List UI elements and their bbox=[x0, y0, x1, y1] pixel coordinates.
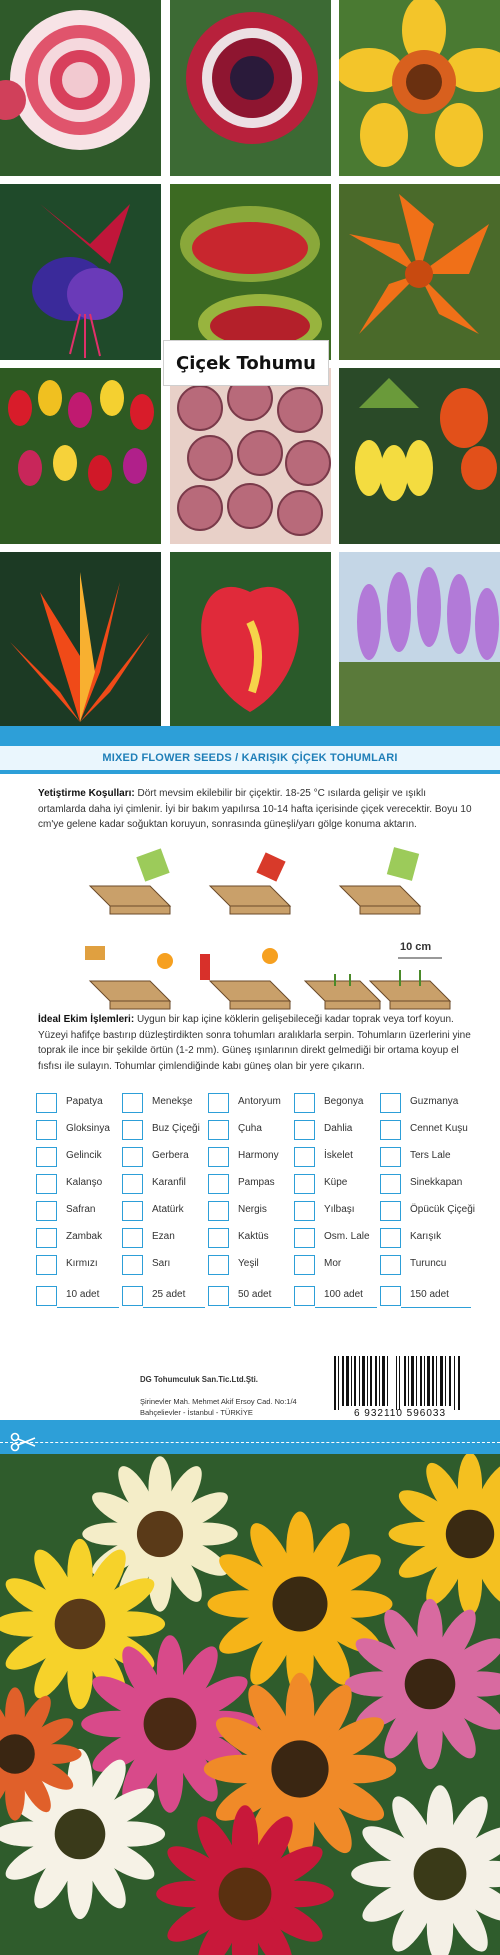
checklist-label: Papatya bbox=[66, 1096, 103, 1107]
barcode-number: 6 932110 596033 bbox=[353, 1408, 447, 1419]
growing-text: Dört mevsim ekilebilir bir çiçektir. 18-25 °C ısılarda gelişir ve ışıklı ortamlarda daha iyi çimlenir. İyi bir bakım yapılırsa 10-14 hafta içerisinde çiçek verecektir. Boyu 10 cm'ye gelene kadar soğuktan koruyun, sonrasında güneşli/yarı gölge konuma aktarın. bbox=[38, 788, 472, 830]
checkbox[interactable] bbox=[36, 1174, 57, 1194]
begonia-photo bbox=[0, 0, 161, 176]
checkbox[interactable] bbox=[208, 1255, 229, 1275]
crown-imperial-photo bbox=[339, 368, 500, 544]
guzmania-photo bbox=[0, 552, 161, 726]
quantity-checkbox[interactable] bbox=[380, 1286, 401, 1306]
checkbox[interactable] bbox=[122, 1093, 143, 1113]
checklist-label: Çuha bbox=[238, 1123, 262, 1134]
quantity-label: 150 adet bbox=[410, 1289, 449, 1300]
checklist-row-colors bbox=[36, 1253, 476, 1277]
checkbox[interactable] bbox=[122, 1120, 143, 1140]
quantity-label: 50 adet bbox=[238, 1289, 272, 1300]
checklist-label: Harmony bbox=[238, 1150, 279, 1161]
sowing-heading: İdeal Ekim İşlemleri: bbox=[38, 1014, 135, 1025]
underline bbox=[401, 1307, 471, 1308]
checklist-label: Cennet Kuşu bbox=[410, 1123, 468, 1134]
checklist-label: Gelincik bbox=[66, 1150, 102, 1161]
quantity-label: 10 adet bbox=[66, 1289, 100, 1300]
checklist-label: İskelet bbox=[324, 1150, 353, 1161]
packet-title: MIXED FLOWER SEEDS / KARIŞIK ÇİÇEK TOHUMLARI bbox=[0, 746, 500, 770]
checklist-row bbox=[36, 1226, 476, 1250]
checklist-label: Kalanşo bbox=[66, 1177, 103, 1188]
anthurium-photo bbox=[170, 552, 331, 726]
checkbox[interactable] bbox=[36, 1201, 57, 1221]
flower-photo-grid bbox=[0, 0, 500, 726]
pampas-grass-photo bbox=[339, 552, 500, 726]
fuchsia-photo bbox=[0, 184, 161, 360]
checkbox[interactable] bbox=[380, 1147, 401, 1167]
checkbox[interactable] bbox=[122, 1174, 143, 1194]
checklist-row bbox=[36, 1091, 476, 1115]
checkbox[interactable] bbox=[380, 1255, 401, 1275]
quantity-checkbox[interactable] bbox=[294, 1286, 315, 1306]
quantity-checkbox[interactable] bbox=[122, 1286, 143, 1306]
checkbox[interactable] bbox=[122, 1147, 143, 1167]
venus-flytrap-photo bbox=[170, 184, 331, 360]
checklist-label: Yılbaşı bbox=[324, 1204, 355, 1215]
checklist-label: Ters Lale bbox=[410, 1150, 451, 1161]
tag-label: Çiçek Tohumu bbox=[176, 352, 316, 374]
checklist-label: Safran bbox=[66, 1204, 96, 1215]
daisy-illustration bbox=[0, 1454, 500, 1955]
checkbox[interactable] bbox=[122, 1228, 143, 1248]
checkbox[interactable] bbox=[208, 1174, 229, 1194]
checkbox[interactable] bbox=[208, 1120, 229, 1140]
checkbox[interactable] bbox=[208, 1093, 229, 1113]
tulip-field-photo bbox=[0, 368, 161, 544]
checklist-label: Guzmanya bbox=[410, 1096, 459, 1107]
checkbox[interactable] bbox=[380, 1174, 401, 1194]
checkbox[interactable] bbox=[208, 1228, 229, 1248]
checklist-label: Turuncu bbox=[410, 1258, 447, 1269]
checklist-label: Osm. Lale bbox=[324, 1231, 370, 1242]
checkbox[interactable] bbox=[36, 1255, 57, 1275]
cut-line bbox=[0, 1442, 500, 1443]
underline bbox=[315, 1307, 377, 1308]
checkbox[interactable] bbox=[294, 1228, 315, 1248]
checkbox[interactable] bbox=[294, 1255, 315, 1275]
checklist-label: Kırmızı bbox=[66, 1258, 98, 1269]
checklist-label: Gloksinya bbox=[66, 1123, 110, 1134]
growing-heading: Yetiştirme Koşulları: bbox=[38, 788, 135, 799]
sowing-text: Uygun bir kap içine köklerin gelişebileceği kadar toprak veya torf koyun. Yüzeyi hafifçe bastırıp düzleştirdikten sonra tohumları aralıklarla serpin. Tohumların üzerlerini yine toprak ile ince bir şekilde örtün (1-2 mm). Güneş ışınlarının direkt gelmediği bir ortama koyup el fısfısı ile sulayın. Tohumlar çimlendiğinde kabı güneş olan bir yere çıkarın. bbox=[38, 1014, 471, 1072]
checklist-label: Mor bbox=[324, 1258, 342, 1269]
height-10cm-label: 10 cm bbox=[400, 941, 432, 953]
checkbox[interactable] bbox=[380, 1093, 401, 1113]
checklist-label: Antoryum bbox=[238, 1096, 281, 1107]
company-address-2: Bahçelievler - İstanbul - TÜRKİYE bbox=[140, 1408, 253, 1417]
scissors-icon bbox=[10, 1432, 36, 1452]
checklist-label: Sarı bbox=[152, 1258, 171, 1269]
lily-photo bbox=[339, 184, 500, 360]
checklist-label: Sinekkapan bbox=[410, 1177, 463, 1188]
company-name: DG Tohumculuk San.Tic.Ltd.Şti. bbox=[140, 1375, 258, 1384]
tag-label-box bbox=[163, 340, 329, 386]
checkbox[interactable] bbox=[36, 1228, 57, 1248]
quantity-checkbox[interactable] bbox=[36, 1286, 57, 1306]
checklist-row bbox=[36, 1199, 476, 1223]
checklist-row bbox=[36, 1172, 476, 1196]
company-info bbox=[140, 1374, 320, 1418]
checkbox[interactable] bbox=[122, 1255, 143, 1275]
quantity-label: 100 adet bbox=[324, 1289, 363, 1300]
dahlia-photo bbox=[339, 0, 500, 176]
checkbox[interactable] bbox=[122, 1201, 143, 1221]
checklist-label: Kaktüs bbox=[238, 1231, 269, 1242]
seed-packet-back bbox=[0, 726, 500, 1486]
checkbox[interactable] bbox=[208, 1147, 229, 1167]
gloxinia-photo bbox=[170, 0, 331, 176]
checklist-label: Pampas bbox=[238, 1177, 275, 1188]
checkbox[interactable] bbox=[208, 1201, 229, 1221]
checkbox[interactable] bbox=[36, 1147, 57, 1167]
company-address-1: Şirinevler Mah. Mehmet Akif Ersoy Cad. No:1/4 bbox=[140, 1397, 297, 1406]
checklist-label: Küpe bbox=[324, 1177, 348, 1188]
quantity-checkbox[interactable] bbox=[208, 1286, 229, 1306]
checkbox[interactable] bbox=[380, 1201, 401, 1221]
quantity-label: 25 adet bbox=[152, 1289, 186, 1300]
barcode-image bbox=[330, 1356, 470, 1412]
checkbox[interactable] bbox=[36, 1120, 57, 1140]
quantity-row bbox=[36, 1284, 476, 1308]
lithops-photo bbox=[170, 368, 331, 544]
underline bbox=[143, 1307, 205, 1308]
growing-conditions bbox=[38, 786, 476, 833]
checkbox[interactable] bbox=[294, 1147, 315, 1167]
checklist-label: Buz Çiçeği bbox=[152, 1123, 200, 1134]
checklist-label: Öpücük Çiçeği bbox=[410, 1204, 476, 1215]
checklist-label: Ezan bbox=[152, 1231, 175, 1242]
checkbox[interactable] bbox=[36, 1093, 57, 1113]
checklist-label: Gerbera bbox=[152, 1150, 189, 1161]
checklist-label: Zambak bbox=[66, 1231, 103, 1242]
checkbox[interactable] bbox=[380, 1228, 401, 1248]
checklist-label: Begonya bbox=[324, 1096, 364, 1107]
checklist-label: Nergis bbox=[238, 1204, 267, 1215]
checkbox[interactable] bbox=[294, 1174, 315, 1194]
checkbox[interactable] bbox=[294, 1120, 315, 1140]
checklist-label: Dahlia bbox=[324, 1123, 353, 1134]
checklist-label: Yeşil bbox=[238, 1258, 259, 1269]
sowing-illustration bbox=[80, 846, 460, 1036]
checklist-label: Menekşe bbox=[152, 1096, 193, 1107]
checkbox[interactable] bbox=[380, 1120, 401, 1140]
sowing-instructions bbox=[38, 1012, 476, 1074]
checklist-label: Karışık bbox=[410, 1231, 442, 1242]
checklist-row bbox=[36, 1118, 476, 1142]
checkbox[interactable] bbox=[294, 1093, 315, 1113]
checklist-row bbox=[36, 1145, 476, 1169]
african-daisy-photo bbox=[0, 1454, 500, 1955]
underline bbox=[229, 1307, 291, 1308]
checkbox[interactable] bbox=[294, 1201, 315, 1221]
underline bbox=[57, 1307, 119, 1308]
checklist-label: Karanfil bbox=[152, 1177, 186, 1188]
checklist-label: Atatürk bbox=[152, 1204, 184, 1215]
